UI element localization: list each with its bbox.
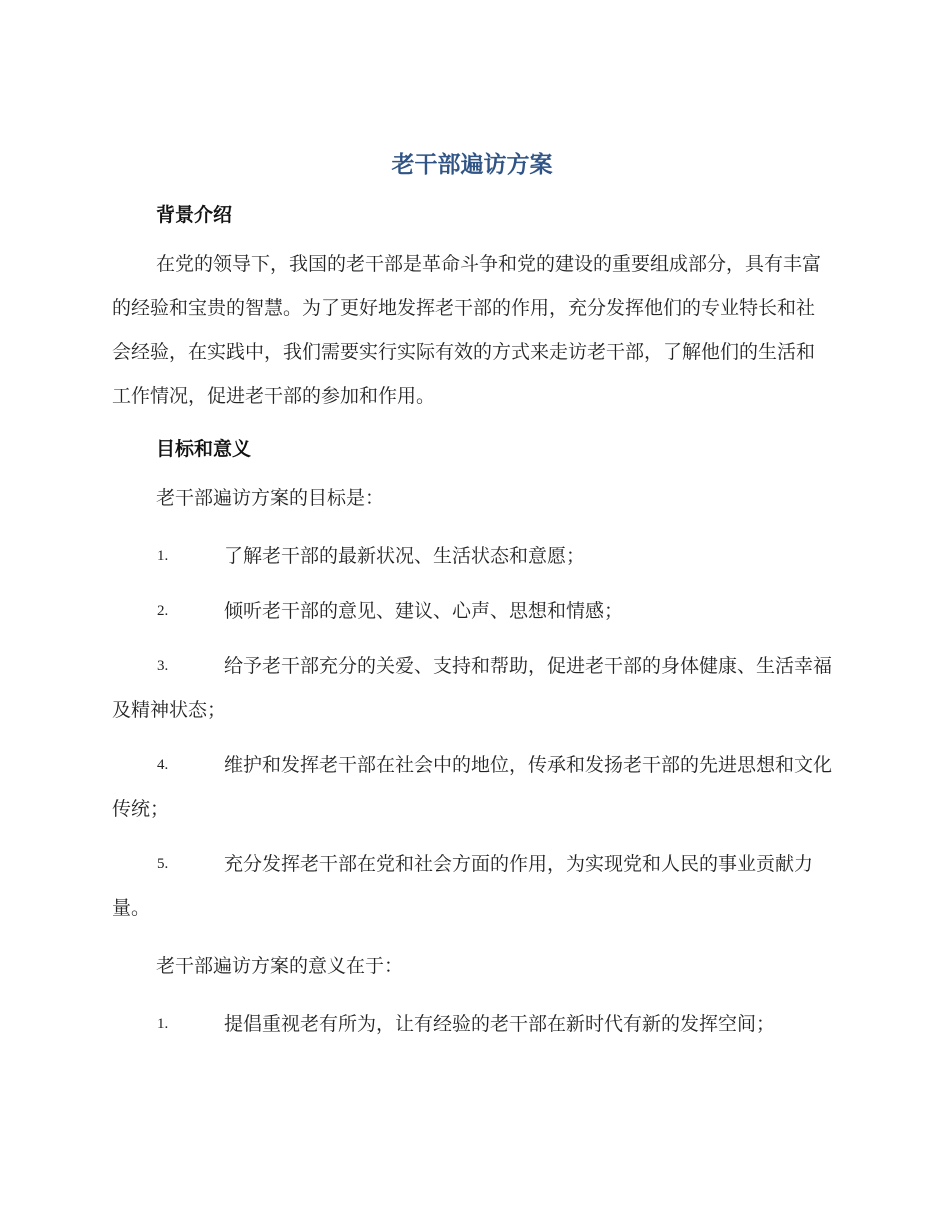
- list-item: [112, 534, 832, 578]
- list-item: [112, 589, 832, 633]
- list-text: 提倡重视老有所为，让有经验的老干部在新时代有新的发挥空间；: [224, 1013, 776, 1035]
- section-heading-background: 背景介绍: [156, 204, 233, 226]
- list-item: [112, 743, 832, 831]
- list-text: 维护和发挥老干部在社会中的地位，传承和发扬老干部的先进思想和文化传统；: [112, 754, 833, 820]
- list-text: 充分发挥老干部在党和社会方面的作用，为实现党和人民的事业贡献力量。: [112, 853, 814, 919]
- list-number: 1.: [157, 548, 169, 564]
- list-text: 给予老干部充分的关爱、支持和帮助，促进老干部的身体健康、生活幸福及精神状态；: [112, 655, 833, 721]
- list-number: 4.: [157, 757, 169, 773]
- list-item: [112, 1002, 832, 1046]
- list-item: [112, 842, 832, 930]
- list-item: [112, 644, 832, 732]
- list-text: 倾听老干部的意见、建议、心声、思想和情感；: [224, 600, 624, 622]
- significance-intro: 老干部遍访方案的意义在于：: [156, 955, 404, 977]
- list-number: 2.: [157, 603, 169, 619]
- list-number: 1.: [157, 1016, 169, 1032]
- goals-intro: 老干部遍访方案的目标是：: [156, 487, 385, 509]
- list-number: 3.: [157, 658, 169, 674]
- list-text: 了解老干部的最新状况、生活状态和意愿；: [224, 545, 586, 567]
- goals-list: [112, 534, 832, 930]
- list-number: 5.: [157, 856, 169, 872]
- document-title: 老干部遍访方案: [391, 152, 553, 178]
- background-paragraph: 在党的领导下，我国的老干部是革命斗争和党的建设的重要组成部分，具有丰富的经验和宝贵的智慧。为了更好地发挥老干部的作用，充分发挥他们的专业特长和社会经验，在实践中，我们需要实行实际有效的方式来走访老干部，了解他们的生活和工作情况，促进老干部的参加和作用。: [112, 253, 822, 407]
- section-heading-goals: 目标和意义: [156, 438, 252, 460]
- significance-list: [112, 1002, 832, 1046]
